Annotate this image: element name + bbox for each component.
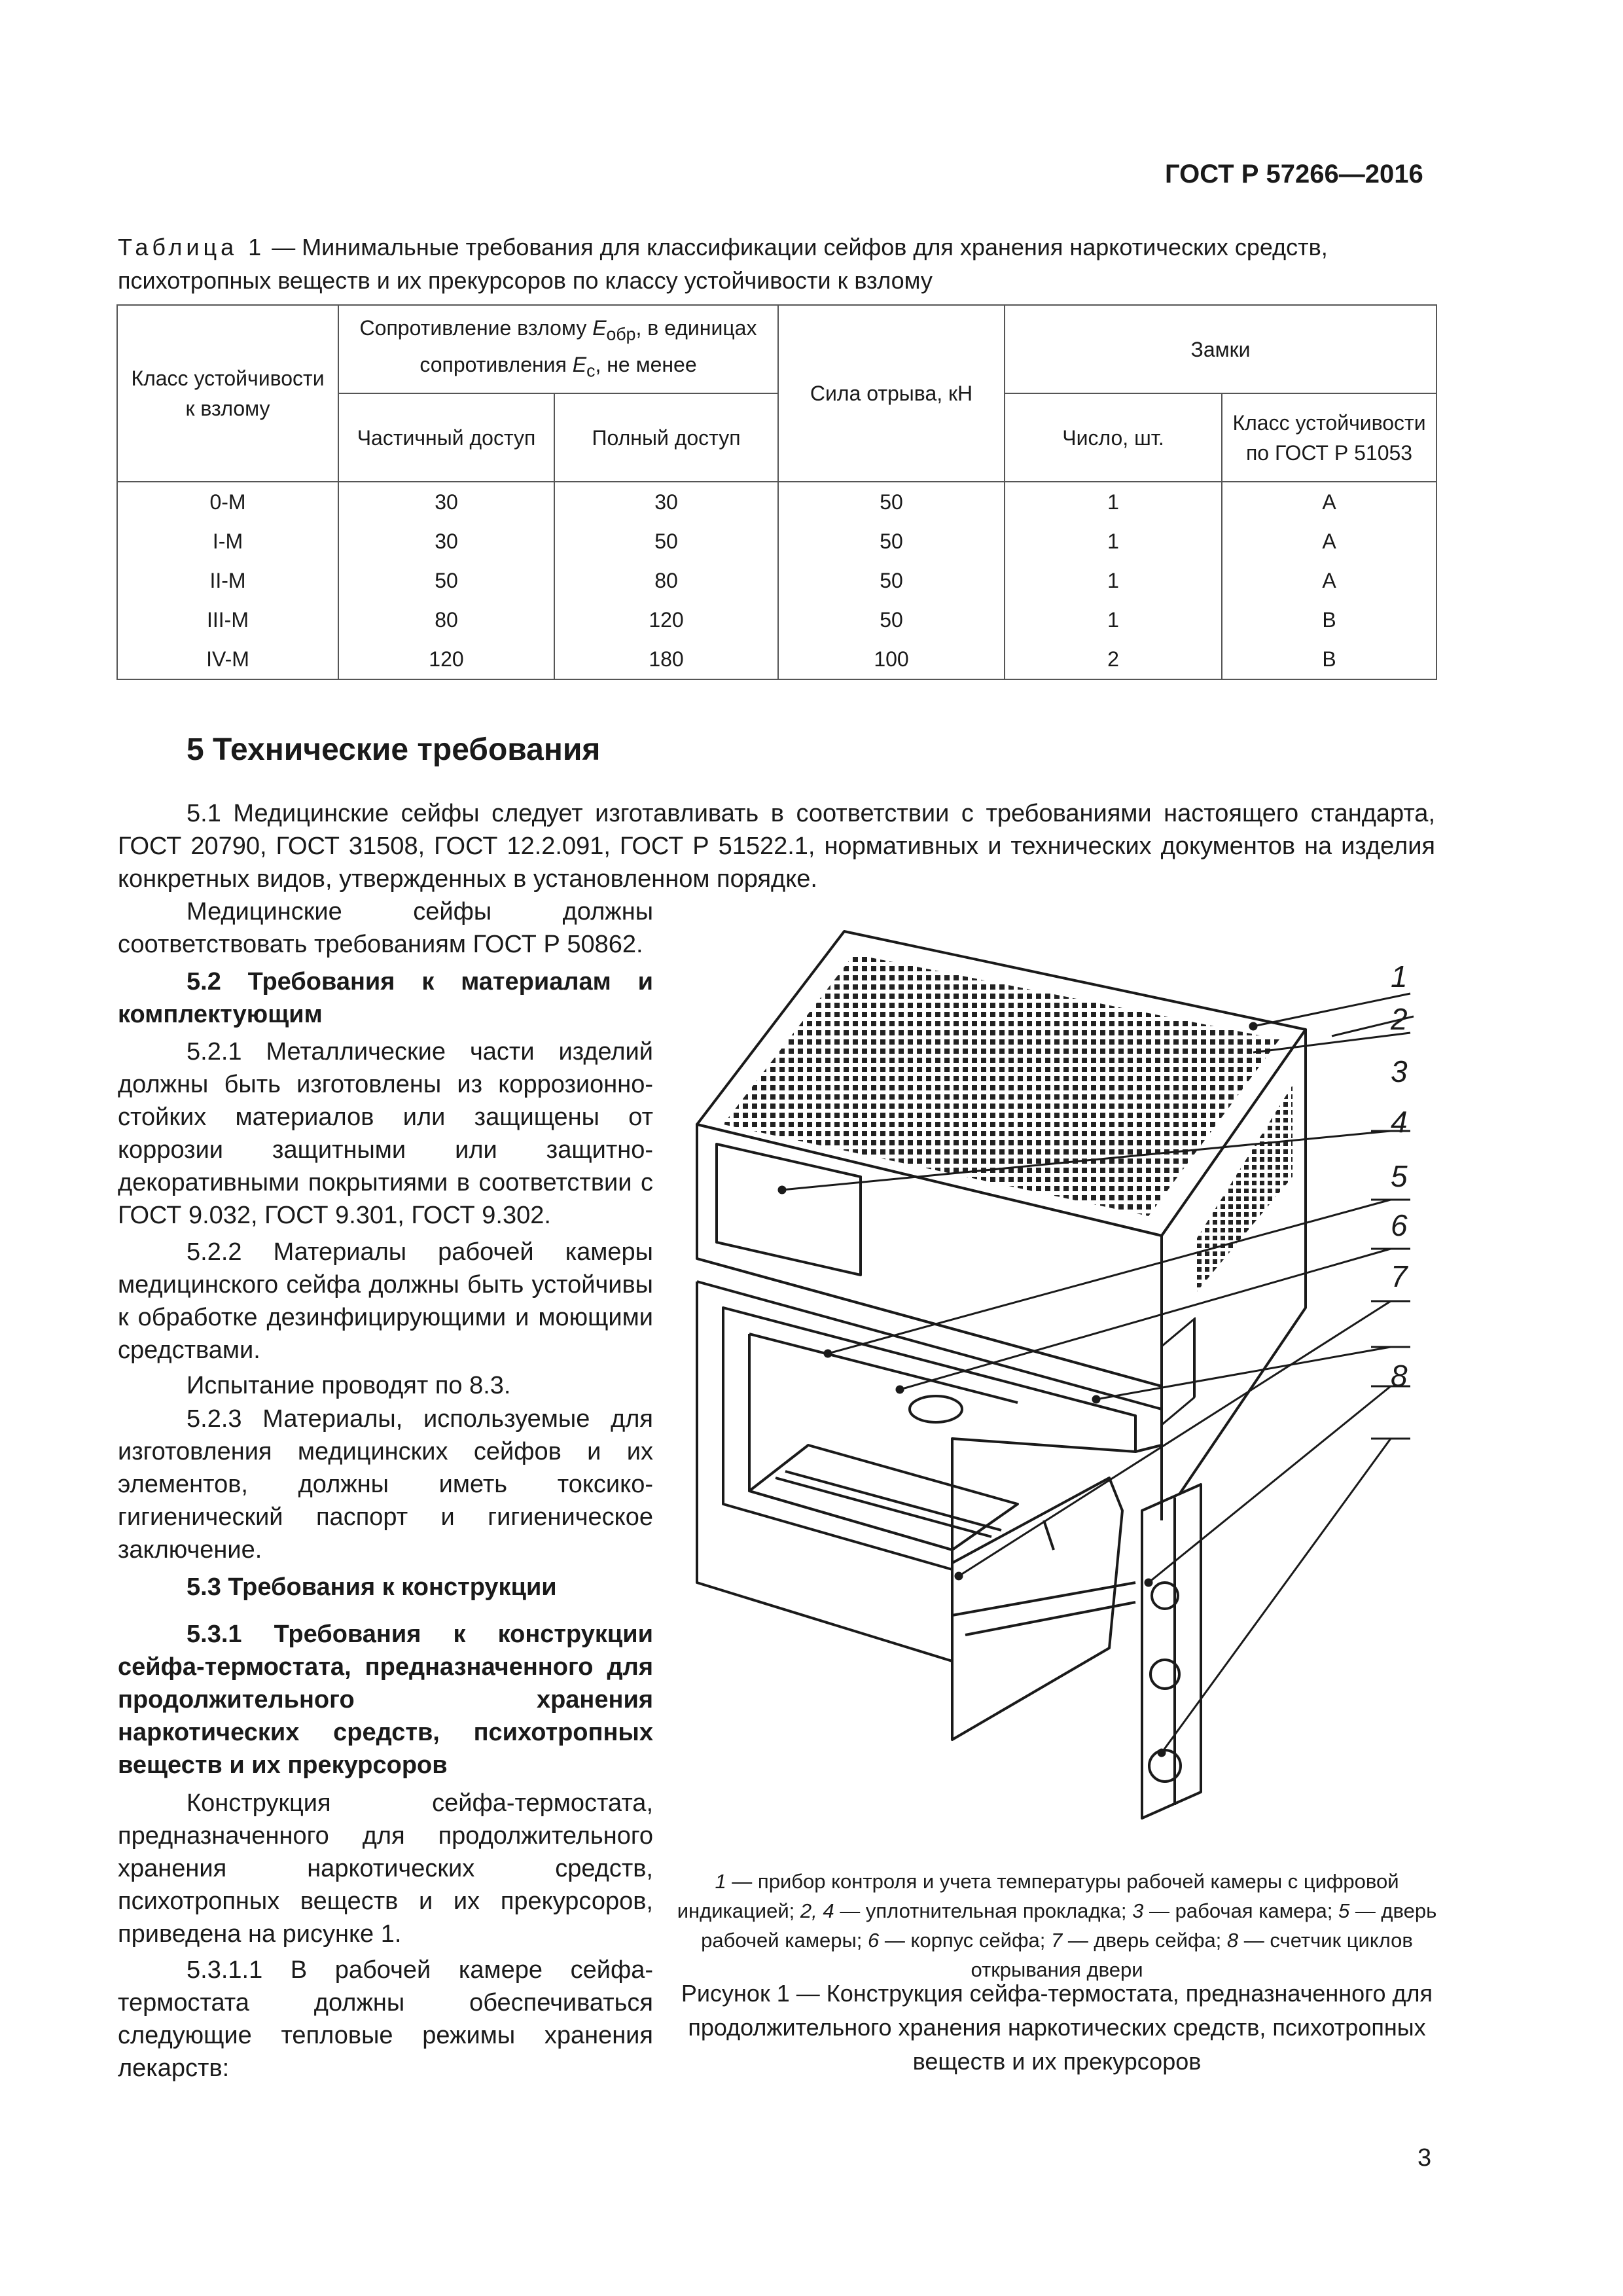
table-cell: В xyxy=(1222,600,1436,639)
heading-5-3: 5.3 Требования к конструкции xyxy=(187,1573,557,1601)
page-number: 3 xyxy=(1418,2144,1432,2172)
header-resistance: Сопротивление взлому $E_{обр}$, в единицах сопротивления $E_c$, не менее xyxy=(338,305,778,393)
header-count: Число, шт. xyxy=(1005,393,1222,482)
paragraph-5-3-1: Конструкция сейфа-термостата, предназначенного для продолжительного хранения наркотических средств, психотропных веществ и их прекурсоров, приведена на рисунке 1. xyxy=(118,1789,653,1948)
table-cell: 30 xyxy=(338,482,554,522)
table-cell: I-М xyxy=(117,522,338,561)
table-caption-label: Таблица 1 xyxy=(118,234,266,260)
section-title: 5 Технические требования xyxy=(187,732,601,767)
callout-7: 7 xyxy=(1391,1259,1408,1293)
paragraph-5-2-2-b: Испытание проводят по 8.3. xyxy=(187,1372,511,1399)
table-cell: 1 xyxy=(1005,561,1222,600)
paragraph-5-3-1-1: 5.3.1.1 В рабочей камере сейфа-термостата должны обеспечиваться следующие тепловые режимы хранения лекарств: xyxy=(118,1956,653,2082)
callout-1: 1 xyxy=(1391,960,1408,994)
callout-4: 4 xyxy=(1391,1105,1408,1139)
header-full: Полный доступ xyxy=(554,393,778,482)
table-row xyxy=(117,561,1436,600)
callout-8: 8 xyxy=(1391,1359,1408,1393)
table-cell: 120 xyxy=(554,600,778,639)
table-cell: 1 xyxy=(1005,600,1222,639)
heading-5-3-1: 5.3.1 Требования к конструкции сейфа-термостата, предназначенного для продолжительного хранения наркотических средств, психотропных веществ и их прекурсоров xyxy=(118,1621,653,1779)
table-cell: 0-М xyxy=(117,482,338,522)
table-cell: 30 xyxy=(554,482,778,522)
table-cell: 50 xyxy=(554,522,778,561)
header-lock-class: Класс устойчивости по ГОСТ Р 51053 xyxy=(1222,393,1436,482)
table-row xyxy=(117,600,1436,639)
header-class: Класс устойчивости к взлому xyxy=(117,305,338,482)
classification-table xyxy=(116,304,1437,680)
header-locks: Замки xyxy=(1005,305,1436,393)
table-cell: 120 xyxy=(338,639,554,679)
paragraph-5-2-3: 5.2.3 Материалы, используемые для изготовления медицинских сейфов и их элементов, должны иметь токсико-гигиенический паспорт и гигиеническое заключение. xyxy=(118,1405,653,1564)
callout-3: 3 xyxy=(1391,1054,1408,1088)
table-cell: 30 xyxy=(338,522,554,561)
heading-5-2: 5.2 Требования к материалам и комплектующим xyxy=(118,968,653,1028)
table-cell: 50 xyxy=(338,561,554,600)
paragraph-5-1: 5.1 Медицинские сейфы следует изготавливать в соответствии с требованиями настоящего стандарта, ГОСТ 20790, ГОСТ 31508, ГОСТ 12.2.091, ГОСТ Р 51522.1, нормативных и технических документов на изделия конкретных видов, утвержденных в установленном порядке. xyxy=(118,800,1435,893)
table-cell: 50 xyxy=(778,482,1005,522)
table-caption xyxy=(118,230,1433,297)
table-cell: А xyxy=(1222,482,1436,522)
table-cell: 50 xyxy=(778,522,1005,561)
callout-5: 5 xyxy=(1391,1159,1408,1193)
table-cell: А xyxy=(1222,522,1436,561)
table-caption-text: — Минимальные требования для классификации сейфов для хранения наркотических средств, психотропных веществ и их прекурсоров по классу устойчивости к взлому xyxy=(118,234,1328,294)
standard-code: ГОСТ Р 57266—2016 xyxy=(1165,160,1423,188)
header-force: Сила отрыва, кН xyxy=(778,305,1005,482)
paragraph-5-2-2: 5.2.2 Материалы рабочей камеры медицинского сейфа должны быть устойчивы к обработке дезинфицирующими и моющими средствами. xyxy=(118,1238,653,1364)
table-cell: А xyxy=(1222,561,1436,600)
table-cell: III-М xyxy=(117,600,338,639)
callout-2: 2 xyxy=(1391,1002,1408,1036)
figure-caption: Рисунок 1 — Конструкция сейфа-термостата, предназначенного для продолжительного хранения наркотических средств, психотропных веществ и их прекурсоров xyxy=(681,1980,1433,2075)
table-row xyxy=(117,639,1436,679)
header-partial: Частичный доступ xyxy=(338,393,554,482)
table-cell: 180 xyxy=(554,639,778,679)
paragraph-5-1-b: Медицинские сейфы должны соответствовать требованиям ГОСТ Р 50862. xyxy=(118,898,653,958)
table-cell: IV-М xyxy=(117,639,338,679)
table-cell: 100 xyxy=(778,639,1005,679)
table-cell: II-М xyxy=(117,561,338,600)
table-cell: 2 xyxy=(1005,639,1222,679)
table-row xyxy=(117,522,1436,561)
table-cell: 50 xyxy=(778,600,1005,639)
table-row xyxy=(117,482,1436,522)
table-cell: 80 xyxy=(554,561,778,600)
table-cell: 80 xyxy=(338,600,554,639)
table-cell: В xyxy=(1222,639,1436,679)
figure-legend: 1 — прибор контроля и учета температуры рабочей камеры с цифровой индикацией; 2, 4 — уплотнительная прокладка; 3 — рабочая камера; 5 — дверь рабочей камеры; 6 — корпус сейфа; 7 — дверь сейфа; 8 — счетчик циклов открывания двери xyxy=(677,1870,1437,1981)
table-cell: 1 xyxy=(1005,522,1222,561)
callout-6: 6 xyxy=(1391,1208,1408,1242)
table-cell: 1 xyxy=(1005,482,1222,522)
safe-thermostat-figure xyxy=(677,928,1436,1831)
paragraph-5-2-1: 5.2.1 Металлические части изделий должны быть изготовлены из коррозионно-стойких материалов или защищены от коррозии защитными или защитно-декоративными покрытиями в соответствии с ГОСТ 9.032, ГОСТ 9.301, ГОСТ 9.302. xyxy=(118,1038,653,1229)
table-cell: 50 xyxy=(778,561,1005,600)
